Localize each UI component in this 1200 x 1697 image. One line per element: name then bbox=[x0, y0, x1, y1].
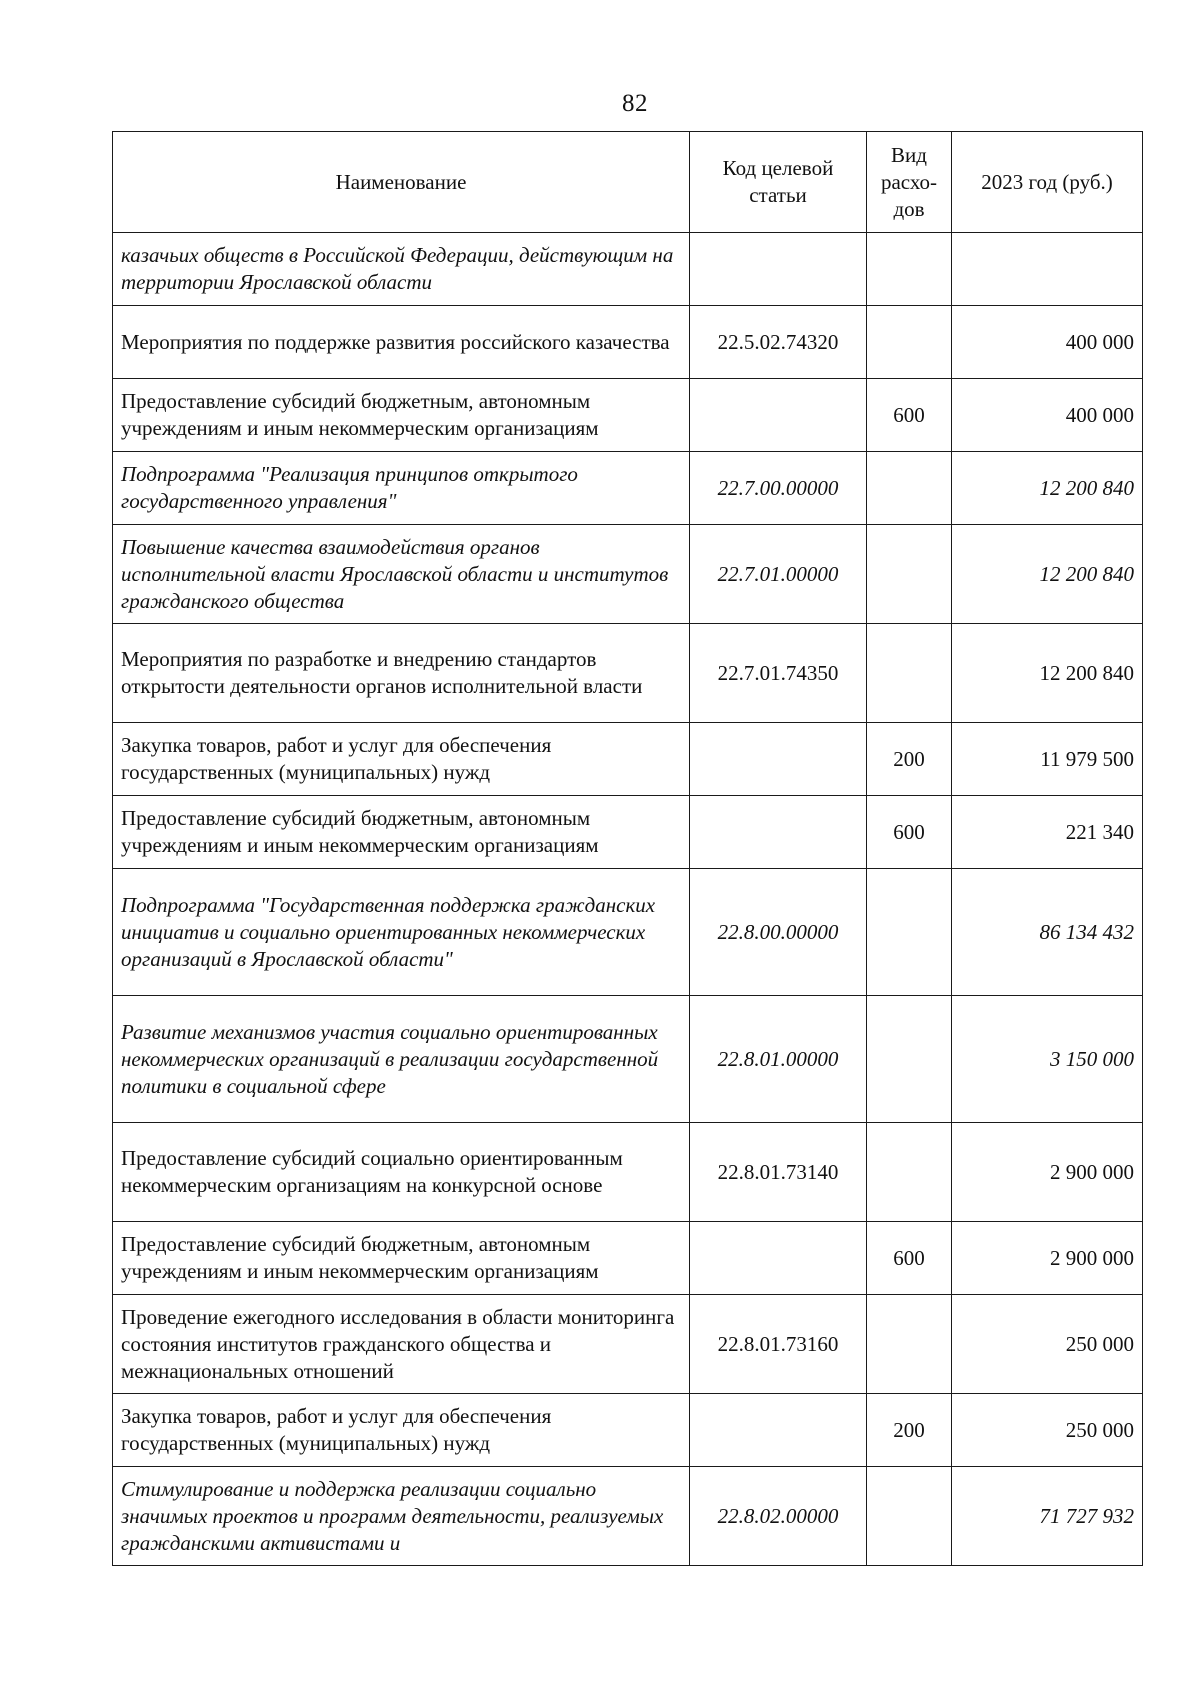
row-amount-cell: 71 727 932 bbox=[952, 1467, 1143, 1566]
table-row bbox=[113, 1467, 1143, 1566]
row-name-cell: казачьих обществ в Российской Федерации, действующим на территории Ярославской области bbox=[113, 233, 690, 306]
row-amount-cell: 2 900 000 bbox=[952, 1123, 1143, 1222]
row-code-cell bbox=[690, 1222, 867, 1295]
table-header-row bbox=[113, 132, 1143, 233]
row-code-cell: 22.8.00.00000 bbox=[690, 869, 867, 996]
table-row bbox=[113, 525, 1143, 624]
table-row bbox=[113, 996, 1143, 1123]
row-name-cell: Предоставление субсидий социально ориентированным некоммерческим организациям на конкурсной основе bbox=[113, 1123, 690, 1222]
row-code-cell bbox=[690, 796, 867, 869]
table-row bbox=[113, 869, 1143, 996]
table-row bbox=[113, 1394, 1143, 1467]
header-name: Наименование bbox=[113, 132, 690, 233]
row-type-cell: 200 bbox=[867, 723, 952, 796]
row-amount-cell: 221 340 bbox=[952, 796, 1143, 869]
row-name-cell: Стимулирование и поддержка реализации социально значимых проектов и программ деятельности, реализуемых гражданскими активистами и bbox=[113, 1467, 690, 1566]
row-amount-cell: 86 134 432 bbox=[952, 869, 1143, 996]
row-name-cell: Предоставление субсидий бюджетным, автономным учреждениям и иным некоммерческим организациям bbox=[113, 1222, 690, 1295]
table-row bbox=[113, 306, 1143, 379]
row-code-cell: 22.5.02.74320 bbox=[690, 306, 867, 379]
row-type-cell bbox=[867, 452, 952, 525]
row-name-cell: Подпрограмма "Государственная поддержка гражданских инициатив и социально ориентированных некоммерческих организаций в Ярославской области" bbox=[113, 869, 690, 996]
row-amount-cell: 12 200 840 bbox=[952, 525, 1143, 624]
header-type: Вид расхо-дов bbox=[867, 132, 952, 233]
row-type-cell bbox=[867, 1123, 952, 1222]
table-row bbox=[113, 379, 1143, 452]
table-row bbox=[113, 1295, 1143, 1394]
row-name-cell: Предоставление субсидий бюджетным, автономным учреждениям и иным некоммерческим организациям bbox=[113, 379, 690, 452]
row-code-cell: 22.8.02.00000 bbox=[690, 1467, 867, 1566]
table-row bbox=[113, 723, 1143, 796]
row-amount-cell: 250 000 bbox=[952, 1394, 1143, 1467]
row-name-cell: Повышение качества взаимодействия органов исполнительной власти Ярославской области и институтов гражданского общества bbox=[113, 525, 690, 624]
table-row bbox=[113, 233, 1143, 306]
row-type-cell: 600 bbox=[867, 796, 952, 869]
row-code-cell: 22.7.01.74350 bbox=[690, 624, 867, 723]
table-body bbox=[113, 233, 1143, 1566]
row-code-cell: 22.7.00.00000 bbox=[690, 452, 867, 525]
row-amount-cell: 12 200 840 bbox=[952, 452, 1143, 525]
row-type-cell bbox=[867, 869, 952, 996]
row-amount-cell: 11 979 500 bbox=[952, 723, 1143, 796]
row-name-cell: Мероприятия по поддержке развития российского казачества bbox=[113, 306, 690, 379]
row-type-cell bbox=[867, 233, 952, 306]
row-name-cell: Проведение ежегодного исследования в области мониторинга состояния институтов гражданского общества и межнациональных отношений bbox=[113, 1295, 690, 1394]
header-code: Код целевой статьи bbox=[690, 132, 867, 233]
row-name-cell: Развитие механизмов участия социально ориентированных некоммерческих организаций в реализации государственной политики в социальной сфере bbox=[113, 996, 690, 1123]
table-row bbox=[113, 452, 1143, 525]
row-type-cell bbox=[867, 624, 952, 723]
row-type-cell bbox=[867, 1467, 952, 1566]
row-amount-cell: 400 000 bbox=[952, 379, 1143, 452]
row-code-cell: 22.8.01.73140 bbox=[690, 1123, 867, 1222]
row-name-cell: Мероприятия по разработке и внедрению стандартов открытости деятельности органов исполнительной власти bbox=[113, 624, 690, 723]
row-name-cell: Подпрограмма "Реализация принципов открытого государственного управления" bbox=[113, 452, 690, 525]
row-amount-cell: 3 150 000 bbox=[952, 996, 1143, 1123]
row-type-cell bbox=[867, 525, 952, 624]
row-type-cell bbox=[867, 306, 952, 379]
row-code-cell: 22.8.01.00000 bbox=[690, 996, 867, 1123]
row-code-cell: 22.7.01.00000 bbox=[690, 525, 867, 624]
table-row bbox=[113, 1222, 1143, 1295]
row-code-cell bbox=[690, 379, 867, 452]
row-type-cell bbox=[867, 1295, 952, 1394]
row-type-cell: 200 bbox=[867, 1394, 952, 1467]
row-amount-cell: 400 000 bbox=[952, 306, 1143, 379]
table-row bbox=[113, 1123, 1143, 1222]
row-amount-cell: 250 000 bbox=[952, 1295, 1143, 1394]
row-code-cell bbox=[690, 233, 867, 306]
page-number: 82 bbox=[622, 90, 648, 117]
table-row bbox=[113, 624, 1143, 723]
table-row bbox=[113, 796, 1143, 869]
row-amount-cell: 12 200 840 bbox=[952, 624, 1143, 723]
budget-table bbox=[112, 131, 1143, 1566]
row-name-cell: Закупка товаров, работ и услуг для обеспечения государственных (муниципальных) нужд bbox=[113, 723, 690, 796]
row-amount-cell: 2 900 000 bbox=[952, 1222, 1143, 1295]
row-type-cell: 600 bbox=[867, 1222, 952, 1295]
row-name-cell: Предоставление субсидий бюджетным, автономным учреждениям и иным некоммерческим организациям bbox=[113, 796, 690, 869]
row-amount-cell bbox=[952, 233, 1143, 306]
row-code-cell: 22.8.01.73160 bbox=[690, 1295, 867, 1394]
row-code-cell bbox=[690, 723, 867, 796]
row-name-cell: Закупка товаров, работ и услуг для обеспечения государственных (муниципальных) нужд bbox=[113, 1394, 690, 1467]
row-type-cell: 600 bbox=[867, 379, 952, 452]
row-type-cell bbox=[867, 996, 952, 1123]
row-code-cell bbox=[690, 1394, 867, 1467]
header-amount: 2023 год (руб.) bbox=[952, 132, 1143, 233]
